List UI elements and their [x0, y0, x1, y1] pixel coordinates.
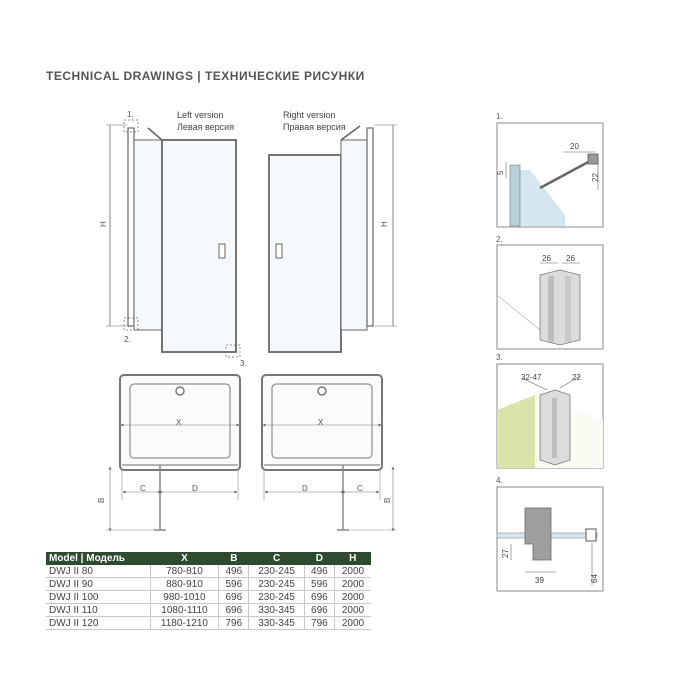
plan-c-label-left: C: [140, 484, 146, 493]
wall-profile-left: [128, 128, 134, 326]
table-row: [46, 617, 371, 630]
cell-b: 596: [219, 578, 249, 591]
detail-3-dim-a: 32-47: [521, 373, 542, 382]
plan-c-label-right: C: [357, 484, 363, 493]
plan-view-right: [262, 375, 397, 530]
detail-4-dim-27: 27: [501, 549, 510, 558]
right-version-label-ru: Правая версия: [283, 122, 346, 132]
fixed-panel-left: [134, 140, 162, 330]
detail-4-dim-39: 39: [535, 576, 544, 585]
height-label-right: H: [380, 221, 389, 227]
col-c: C: [249, 552, 305, 565]
callout-3: 3.: [240, 359, 247, 368]
cell-d: 696: [304, 591, 334, 604]
detail-1-dim-22: 22: [591, 173, 600, 182]
cell-b: 696: [219, 591, 249, 604]
dimensions-table: [46, 552, 371, 630]
col-h: H: [334, 552, 371, 565]
plan-b-label-left: B: [97, 497, 106, 503]
detail-4-section: [497, 487, 603, 591]
cell-c: 330-345: [249, 604, 305, 617]
col-model: Model | Модель: [46, 552, 150, 565]
cell-c: 230-245: [249, 591, 305, 604]
cell-h: 2000: [334, 565, 371, 578]
cell-h: 2000: [334, 617, 371, 630]
fixed-panel-right: [341, 140, 367, 330]
plan-b-label-right: B: [383, 497, 392, 503]
left-version-elevation: [106, 120, 240, 357]
right-version-label-en: Right version: [283, 110, 336, 120]
cell-x: 1080-1110: [150, 604, 219, 617]
callout-2: 2.: [124, 335, 131, 344]
drain-right: [318, 387, 326, 395]
door-handle-left: [219, 244, 225, 258]
cell-x: 1180-1210: [150, 617, 219, 630]
cell-c: 230-245: [249, 565, 305, 578]
cell-model: DWJ II 120: [46, 617, 150, 630]
plan-d-label-left: D: [192, 484, 198, 493]
plan-d-label-right: D: [302, 484, 308, 493]
stabilizer-bar-left: [148, 128, 162, 140]
detail-2-dim-b: 26: [566, 254, 575, 263]
drain-left: [176, 387, 184, 395]
detail-1-dim-5: 5: [496, 170, 505, 175]
cell-x: 780-810: [150, 565, 219, 578]
cell-b: 796: [219, 617, 249, 630]
table-row: [46, 578, 371, 591]
col-d: D: [304, 552, 334, 565]
detail-2-number: 2.: [496, 235, 503, 244]
cell-h: 2000: [334, 604, 371, 617]
cell-d: 696: [304, 604, 334, 617]
callout-1: 1.: [127, 110, 134, 119]
cell-h: 2000: [334, 591, 371, 604]
detail-1-dim-20: 20: [570, 142, 579, 151]
cell-x: 880-910: [150, 578, 219, 591]
cell-c: 330-345: [249, 617, 305, 630]
cell-model: DWJ II 90: [46, 578, 150, 591]
detail-1-stabilizer: [497, 123, 603, 227]
cell-c: 230-245: [249, 578, 305, 591]
detail-4-number: 4.: [496, 476, 503, 485]
table-row: [46, 604, 371, 617]
table-row: [46, 565, 371, 578]
detail-3-profile: [497, 364, 603, 468]
detail-1-number: 1.: [496, 112, 503, 121]
cell-h: 2000: [334, 578, 371, 591]
right-version-elevation: [269, 125, 397, 352]
height-label-left: H: [99, 221, 108, 227]
col-b: B: [219, 552, 249, 565]
left-version-label-ru: Левая версия: [177, 122, 235, 132]
wall-profile-right: [367, 128, 373, 326]
page-heading: TECHNICAL DRAWINGS | ТЕХНИЧЕСКИЕ РИСУНКИ: [46, 69, 365, 83]
plan-x-label-right: X: [318, 418, 324, 427]
plan-x-label-left: X: [176, 418, 182, 427]
cell-model: DWJ II 100: [46, 591, 150, 604]
detail-3-dim-b: 22: [572, 373, 581, 382]
cell-d: 796: [304, 617, 334, 630]
col-x: X: [150, 552, 219, 565]
cell-model: DWJ II 80: [46, 565, 150, 578]
table-row: [46, 591, 371, 604]
table-header-row: [46, 552, 371, 565]
detail-3-number: 3.: [496, 353, 503, 362]
cell-d: 496: [304, 565, 334, 578]
detail-2-dim-a: 26: [542, 254, 551, 263]
door-handle-right: [276, 244, 282, 258]
plan-view-left: [106, 375, 240, 530]
left-version-label-en: Left version: [177, 110, 224, 120]
cell-model: DWJ II 110: [46, 604, 150, 617]
detail-4-dim-64: 64: [590, 574, 599, 583]
cell-b: 696: [219, 604, 249, 617]
cell-x: 980-1010: [150, 591, 219, 604]
cell-d: 596: [304, 578, 334, 591]
cell-b: 496: [219, 565, 249, 578]
